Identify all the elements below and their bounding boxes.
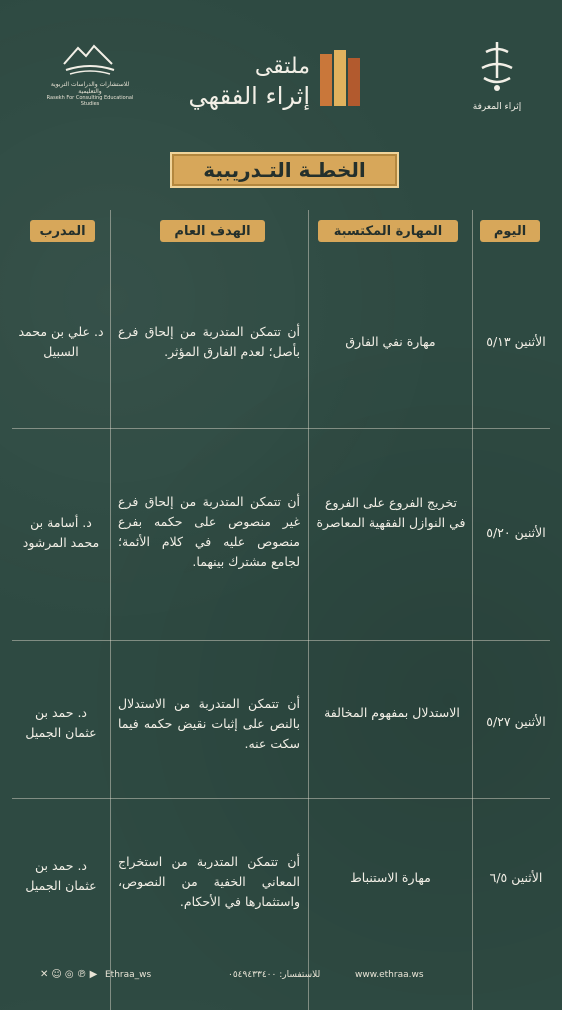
row2-goal: أن تتمكن المتدربة من إلحاق فرع غير منصوص على حكمه بفرع منصوص عليه في كلام الأئمة؛ لجامع مشترك بينهما. xyxy=(118,494,300,569)
row2-trainer: د. أسامة بن محمد المرشود xyxy=(22,515,100,550)
row3-day: الأثنين ٥/٢٧ xyxy=(486,714,546,729)
book-icon xyxy=(316,48,364,110)
social-icons xyxy=(40,969,100,980)
ethraa-logo xyxy=(462,38,532,112)
phone-contact: للاستفسار: ٠٥٤٩٤٣٣٤٠٠ xyxy=(228,970,321,980)
snapchat-icon[interactable]: ☺ xyxy=(51,969,65,980)
header xyxy=(0,0,562,140)
ethraa-caption: إثراء المعرفة xyxy=(472,102,522,112)
pinterest-icon[interactable]: ℗ xyxy=(76,969,90,980)
website-link[interactable]: www.ethraa.ws xyxy=(355,970,424,980)
row4-trainer: د. حمد بن عثمان الجميل xyxy=(25,858,97,893)
rasekh-subtitle-en: Rasekh For Consulting Educational Studies xyxy=(46,95,134,107)
footer xyxy=(0,970,562,990)
row-divider xyxy=(12,798,550,799)
column-divider xyxy=(110,210,111,1010)
row2-skill: تخريج الفروع على الفروع في النوازل الفقهية المعاصرة xyxy=(316,495,466,530)
rasekh-subtitle-ar: للاستشارات والدراسات التربوية والتعليمية xyxy=(50,81,130,95)
row4-day: الأثنين ٦/٥ xyxy=(489,870,543,885)
mountain-logo-icon xyxy=(60,40,120,78)
page-title: الخطـة التـدريبية xyxy=(170,152,399,188)
column-header-day: اليوم xyxy=(480,220,540,242)
row3-goal: أن تتمكن المتدربة من الاستدلال بالنص على إثبات نقيض حكمه فيما سكت عنه. xyxy=(118,696,300,751)
forum-logo xyxy=(188,48,370,118)
column-divider xyxy=(308,210,309,1010)
column-header-skill: المهارة المكتسبة xyxy=(318,220,458,242)
row2-day: الأثنين ٥/٢٠ xyxy=(486,525,546,540)
row3-skill: الاستدلال بمفهوم المخالفة xyxy=(324,705,460,720)
column-divider xyxy=(472,210,473,1010)
row1-skill: مهارة نفي الفارق xyxy=(345,334,436,349)
row1-goal: أن تتمكن المتدربة من إلحاق فرع بأصل؛ لعدم الفارق المؤثر. xyxy=(118,324,300,359)
row3-trainer: د. حمد بن عثمان الجميل xyxy=(25,705,97,740)
row-divider xyxy=(12,428,550,429)
column-header-goal: الهدف العام xyxy=(160,220,265,242)
youtube-icon[interactable]: ▶ xyxy=(89,969,101,980)
forum-logo-line1: ملتقى xyxy=(254,54,310,79)
instagram-icon[interactable]: ◎ xyxy=(64,969,77,980)
row4-goal: أن تتمكن المتدربة من استخراج المعاني الخفية من النصوص، واستثمارها في الأحكام. xyxy=(118,854,300,909)
forum-logo-line2: إثراء الفقهي xyxy=(188,82,310,110)
social-handle[interactable]: Ethraa_ws xyxy=(105,970,152,980)
row4-skill: مهارة الاستنباط xyxy=(350,870,431,885)
column-header-trainer: المدرب xyxy=(30,220,95,242)
row1-trainer: د. علي بن محمد السبيل xyxy=(18,324,104,359)
x-icon[interactable]: ✕ xyxy=(40,969,52,980)
row-divider xyxy=(12,640,550,641)
calligraphy-logo-icon xyxy=(472,38,522,96)
rasekh-logo xyxy=(40,40,140,107)
row1-day: الأثنين ٥/١٣ xyxy=(486,334,546,349)
